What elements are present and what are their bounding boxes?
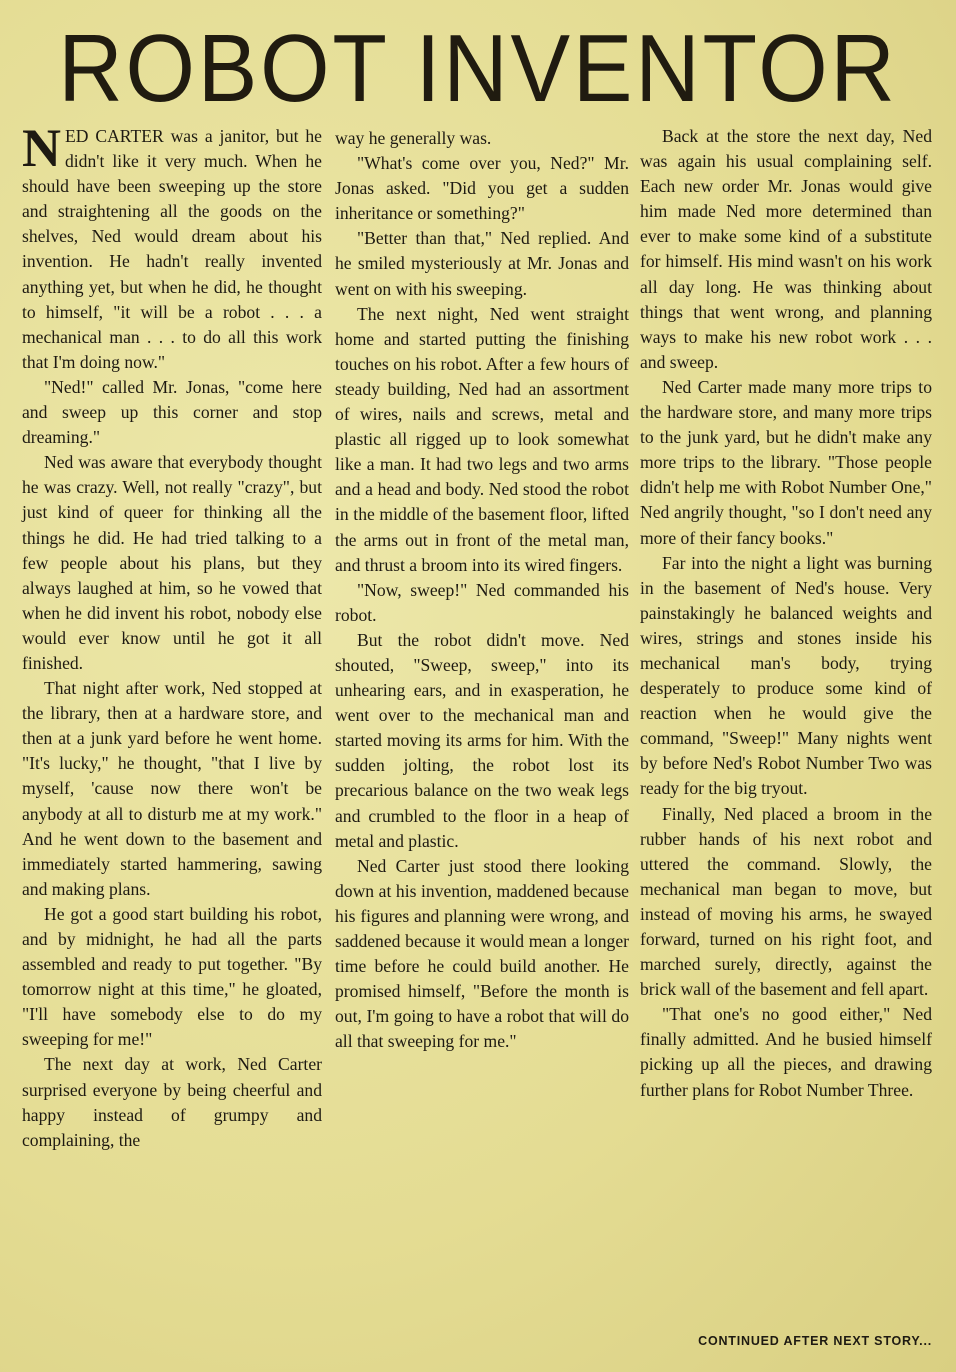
paragraph: [22, 118, 322, 375]
paragraph: The next day at work, Ned Carter surprised everyone by being cheerful and happy instead of grumpy and complaining, the: [22, 1054, 322, 1150]
paragraph: "Ned!" called Mr. Jonas, "come here and sweep up this corner and stop dreaming.": [22, 376, 322, 448]
paragraph: "Better than that," Ned replied. And he smiled mysteriously at Mr. Jonas and went on with his sweeping.: [335, 228, 629, 299]
text-column-1: [22, 118, 322, 1153]
paragraph: That night after work, Ned stopped at the library, then at a hardware store, and then at a junk yard before he went home. "It's lucky," he thought, "that I live by myself, 'cause now there won't be anybody at all to disturb me at my work." And he went down to the basement and immediately started hammering, sawing and making plans.: [22, 678, 322, 899]
story-title: ROBOT INVENTOR: [58, 15, 898, 122]
continued-notice: CONTINUED AFTER NEXT STORY...: [698, 1334, 932, 1348]
paragraph: Ned Carter just stood there looking down at his invention, maddened because his figures and planning were wrong, and saddened because it would mean a longer time before he could build another. He promised himself, "Before the month is out, I'm going to have a robot that will do all that sweeping for me.": [335, 855, 629, 1052]
paragraph: But the robot didn't move. Ned shouted, "Sweep, sweep," into its unhearing ears, and in exasperation, he went over to the mechanical man and started moving its arms for him. With the sudden jolting, the robot lost its precarious balance on the two weak legs and crumbled to the floor in a heap of metal and plastic.: [335, 629, 629, 851]
paragraph: He got a good start building his robot, and by midnight, he had all the parts assembled and ready to put together. "By tomorrow night at this time," he gloated, "I'll have somebody else to do my sweeping for me!": [22, 903, 322, 1050]
paragraph: The next night, Ned went straight home and started putting the finishing touches on his robot. After a few hours of steady building, Ned had an assortment of wires, nails and screws, metal and plastic all rigged up to look somewhat like a man. It had two legs and two arms and a head and body. Ned stood the robot in the middle of the basement floor, lifted the arms out in front of the metal man, and thrust a broom into its wired fingers.: [335, 303, 629, 575]
paragraph: "What's come over you, Ned?" Mr. Jonas asked. "Did you get a sudden inheritance or something?": [335, 153, 629, 224]
paragraph: Finally, Ned placed a broom in the rubber hands of his next robot and uttered the command. Slowly, the mechanical man began to move, but instead of moving his arms, he swayed forward, turned on his right foot, and marched surely, directly, against the brick wall of the basement and fell apart.: [640, 803, 932, 1000]
text-column-2: [335, 126, 629, 1054]
paragraph: "Now, sweep!" Ned commanded his robot.: [335, 579, 629, 625]
paragraph: Far into the night a light was burning in the basement of Ned's house. Very painstakingly he balanced weights and wires, strings and stones inside his mechanical man's body, trying desperately to produce some kind of reaction when he would give the command, "Sweep!" Many nights went by before Ned's Robot Number Two was ready for the big tryout.: [640, 552, 932, 799]
text-column-3: [640, 124, 932, 1103]
paragraph: Back at the store the next day, Ned was again his usual complaining self. Each new order Mr. Jonas would give him made Ned more determined than ever to make some kind of a substitute for himself. His mind wasn't on his work all day long. He was thinking about things that went wrong, and planning ways to make his new robot work . . . and sweep.: [640, 126, 932, 372]
paragraph: Ned Carter made many more trips to the hardware store, and many more trips to the junk yard, but he didn't make any more trips to the library. "Those people didn't help me with Robot Number One," Ned angrily thought, "so I don't need any more of their fancy books.": [640, 376, 932, 548]
paragraph: way he generally was.: [335, 128, 492, 148]
paragraph: "That one's no good either," Ned finally admitted. And he busied himself picking up all the pieces, and drawing further plans for Robot Number Three.: [640, 1004, 932, 1100]
drop-cap: N: [22, 118, 61, 178]
paragraph: Ned was aware that everybody thought he was crazy. Well, not really "crazy", but just kind of queer for thinking all the things he did. He had tried talking to a few people about his plans, but they always laughed at him, so he vowed that when he did invent his robot, nobody else would ever know until he got it all finished.: [22, 452, 322, 673]
paragraph-text: ED CARTER was a janitor, but he didn't like it very much. When he should have been sweeping up the store and straightening all the goods on the shelves, Ned would dream about his invention. He hadn't really invented anything yet, but when he did, he thought to himself, "it will be a robot . . . a mechanical man . . . to do all this work that I'm doing now.": [22, 126, 322, 372]
